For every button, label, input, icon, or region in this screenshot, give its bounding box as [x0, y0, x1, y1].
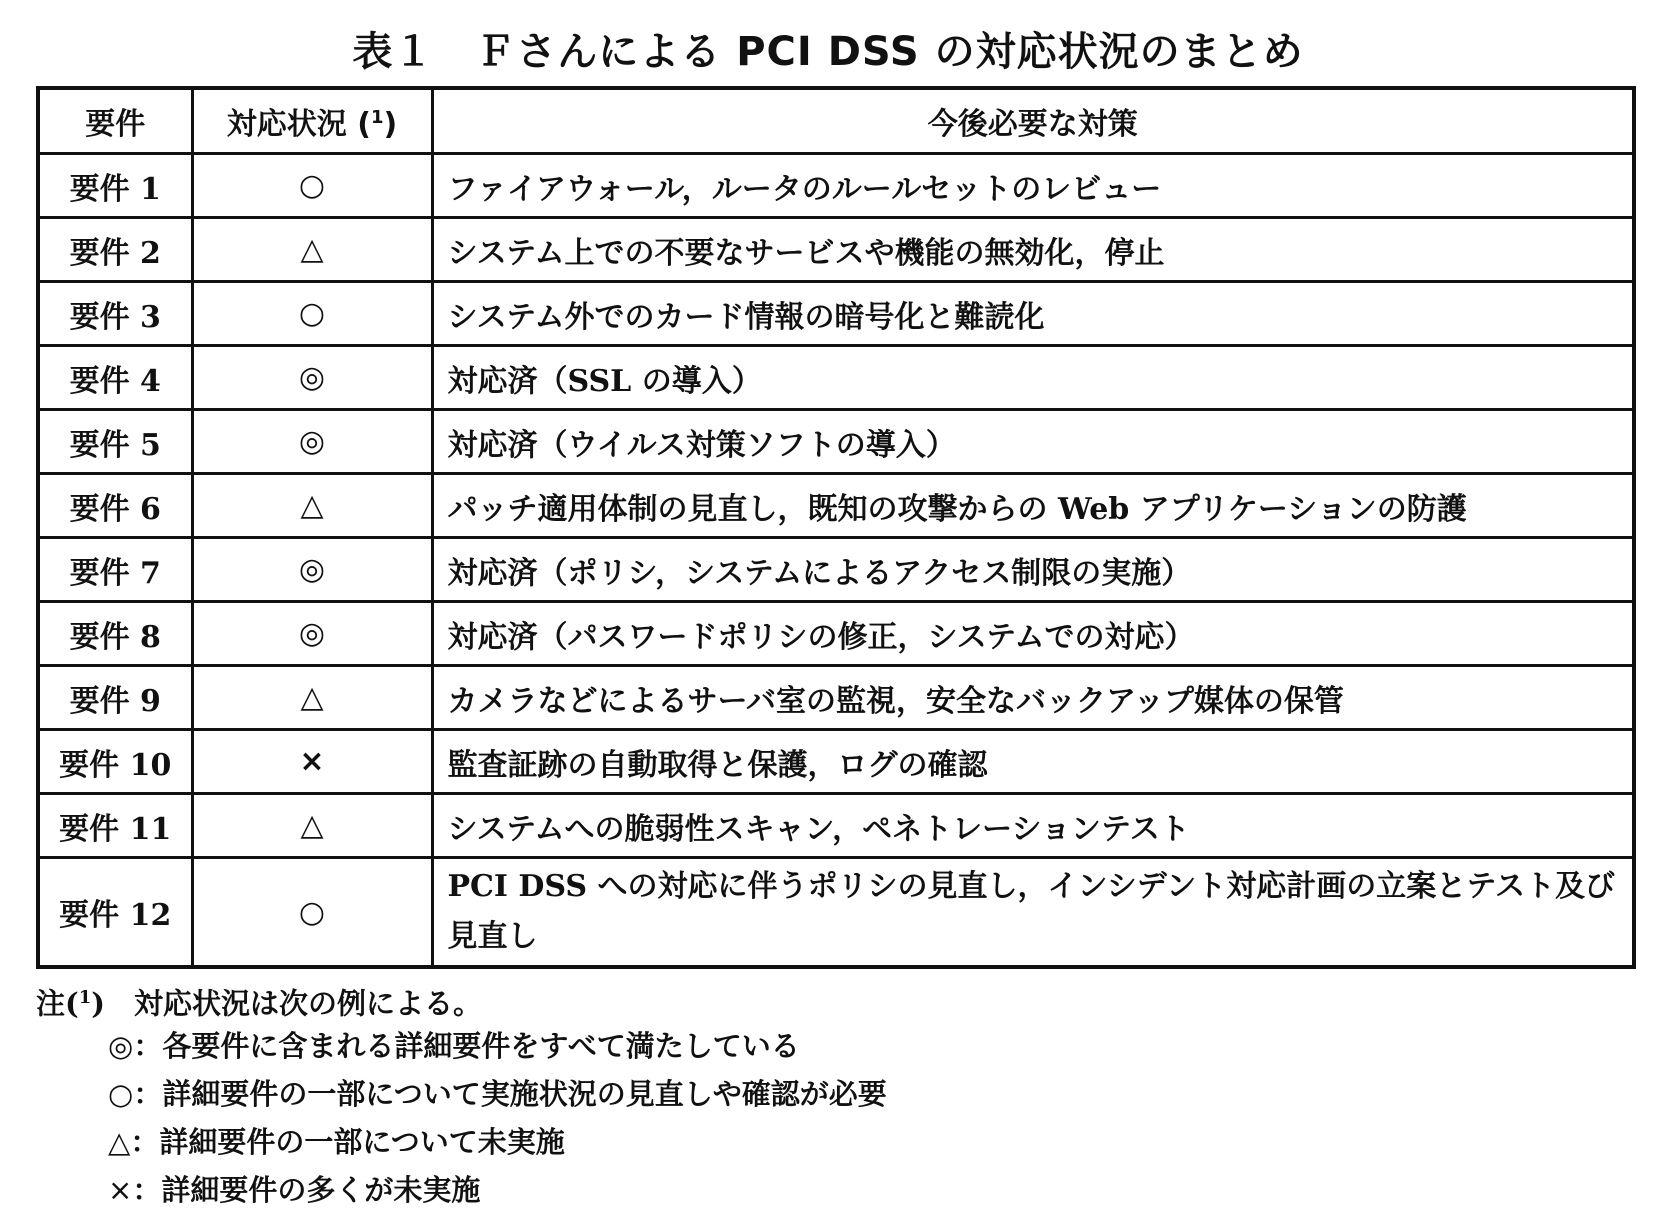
- measure-cell: PCI DSS への対応に伴うポリシの見直し，インシデント対応計画の立案とテスト及び見直し: [432, 858, 1634, 968]
- legend-item: [36, 1070, 887, 1118]
- measure-cell: パッチ適用体制の見直し，既知の攻撃からの Web アプリケーションの防護: [432, 474, 1634, 538]
- measure-cell: システムへの脆弱性スキャン，ペネトレーションテスト: [432, 794, 1634, 858]
- table-row: [38, 218, 1634, 282]
- requirement-cell: 要件 10: [38, 730, 192, 794]
- measure-cell: システム外でのカード情報の暗号化と難読化: [432, 282, 1634, 346]
- table-row: [38, 666, 1634, 730]
- status-cell: ×: [192, 730, 432, 794]
- requirement-cell: 要件 6: [38, 474, 192, 538]
- legend-notes: [36, 974, 887, 1214]
- requirement-cell: 要件 5: [38, 410, 192, 474]
- status-cell: △: [192, 666, 432, 730]
- measure-cell: ファイアウォール，ルータのルールセットのレビュー: [432, 154, 1634, 218]
- status-cell: ○: [192, 154, 432, 218]
- requirement-cell: 要件 2: [38, 218, 192, 282]
- table-row: [38, 602, 1634, 666]
- measure-cell: カメラなどによるサーバ室の監視，安全なバックアップ媒体の保管: [432, 666, 1634, 730]
- triangle-symbol: △: [108, 1125, 131, 1159]
- status-cell: ◎: [192, 538, 432, 602]
- legend-item: [36, 1166, 887, 1214]
- table-row: [38, 730, 1634, 794]
- header-measures: 今後必要な対策: [432, 88, 1634, 154]
- status-cell: ◎: [192, 410, 432, 474]
- table-title: 表１ Ｆさんによる PCI DSS の対応状況のまとめ: [352, 29, 1304, 75]
- status-cell: ◎: [192, 602, 432, 666]
- status-cell: ○: [192, 858, 432, 968]
- table-row: [38, 538, 1634, 602]
- cross-symbol: ×: [108, 1173, 133, 1207]
- measure-cell: 対応済（SSL の導入）: [432, 346, 1634, 410]
- measure-cell: 対応済（ウイルス対策ソフトの導入）: [432, 410, 1634, 474]
- requirement-cell: 要件 9: [38, 666, 192, 730]
- header-status: 対応状況 ($^1$): [192, 88, 432, 154]
- measure-cell: 監査証跡の自動取得と保護，ログの確認: [432, 730, 1634, 794]
- header-requirement: 要件: [38, 88, 192, 154]
- requirement-cell: 要件 7: [38, 538, 192, 602]
- footnote-mark: 1: [78, 987, 92, 1008]
- measure-cell: 対応済（パスワードポリシの修正，システムでの対応）: [432, 602, 1634, 666]
- requirement-cell: 要件 11: [38, 794, 192, 858]
- circle-symbol: ○: [108, 1077, 134, 1111]
- legend-text: ：詳細要件の多くが未実施: [132, 1173, 481, 1207]
- requirement-cell: 要件 4: [38, 346, 192, 410]
- notes-heading: 注($^1$) 対応状況は次の例による。: [36, 986, 482, 1021]
- table-row: [38, 858, 1634, 968]
- legend-text: ：各要件に含まれる詳細要件をすべて満たしている: [133, 1029, 800, 1063]
- status-cell: ○: [192, 282, 432, 346]
- double-circle-symbol: ◎: [108, 1029, 134, 1063]
- requirement-cell: 要件 1: [38, 154, 192, 218]
- requirement-cell: 要件 3: [38, 282, 192, 346]
- status-cell: △: [192, 218, 432, 282]
- table-header-row: [38, 88, 1634, 154]
- footnote-mark: 1: [370, 107, 384, 128]
- legend-text: ：詳細要件の一部について実施状況の見直しや確認が必要: [133, 1077, 887, 1111]
- table-row: [38, 794, 1634, 858]
- table-row: [38, 474, 1634, 538]
- status-cell: △: [192, 474, 432, 538]
- requirement-cell: 要件 8: [38, 602, 192, 666]
- legend-text: ：詳細要件の一部について未実施: [130, 1125, 565, 1159]
- table-row: [38, 410, 1634, 474]
- table-row: [38, 282, 1634, 346]
- legend-item: [36, 1022, 887, 1070]
- table-row: [38, 346, 1634, 410]
- table-row: [38, 154, 1634, 218]
- requirement-cell: 要件 12: [38, 858, 192, 968]
- measure-cell: 対応済（ポリシ，システムによるアクセス制限の実施）: [432, 538, 1634, 602]
- measure-cell: システム上での不要なサービスや機能の無効化，停止: [432, 218, 1634, 282]
- status-cell: ◎: [192, 346, 432, 410]
- status-cell: △: [192, 794, 432, 858]
- pci-dss-status-table: [36, 86, 1636, 969]
- legend-item: [36, 1118, 887, 1166]
